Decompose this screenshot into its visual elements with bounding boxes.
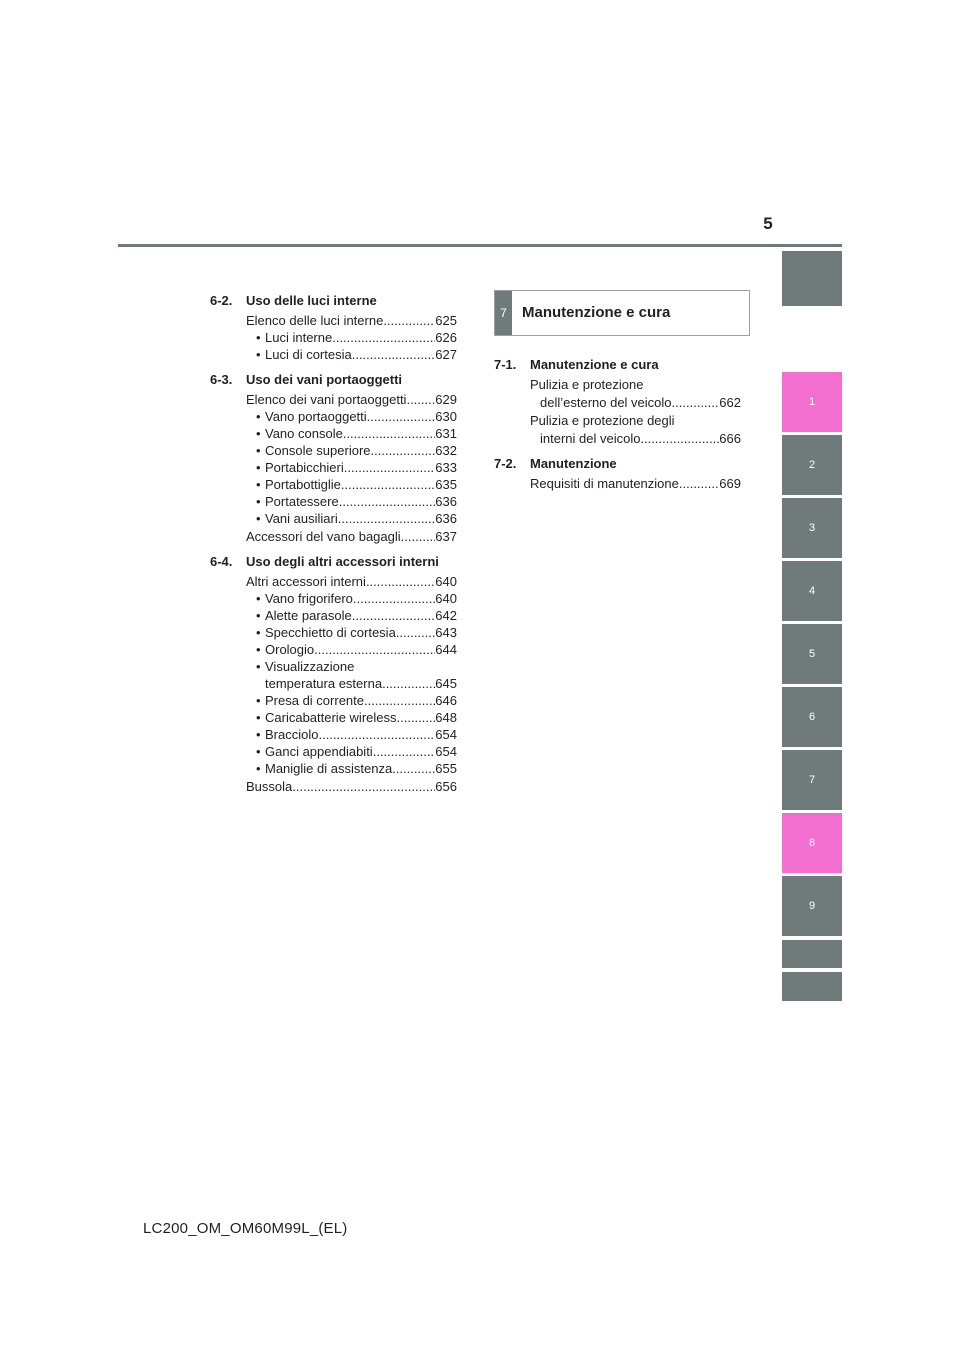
- toc-entry[interactable]: [210, 408, 457, 425]
- toc-entry[interactable]: [210, 391, 457, 408]
- entry-label: Bussola: [246, 779, 293, 794]
- entry-label: Luci interne: [265, 330, 333, 345]
- footer-document-code: LC200_OM_OM60M99L_(EL): [143, 1220, 348, 1237]
- bullet: •: [256, 591, 261, 606]
- section-gap: [494, 447, 741, 451]
- leader-dots: [314, 641, 435, 658]
- entry-label-continued: dell’esterno del veicolo: [540, 395, 672, 410]
- bullet: •: [256, 460, 261, 475]
- leader-dots: [672, 394, 720, 411]
- toc-entry[interactable]: [210, 476, 457, 493]
- entry-page-number: 669: [719, 476, 741, 491]
- leader-dots: [406, 391, 435, 408]
- toc-entry[interactable]: [494, 430, 741, 447]
- toc-section-heading: [210, 371, 457, 388]
- leader-dots: [332, 329, 435, 346]
- toc-entry[interactable]: [210, 641, 457, 658]
- chapter-tab-1[interactable]: 1: [782, 372, 842, 432]
- leader-dots: [366, 573, 435, 590]
- leader-dots: [401, 528, 436, 545]
- header-rule: [118, 244, 842, 247]
- entry-label-continued: interni del veicolo: [540, 431, 641, 446]
- toc-left-column: [210, 288, 457, 795]
- toc-entry[interactable]: [210, 510, 457, 527]
- chapter-tab-6[interactable]: 6: [782, 687, 842, 747]
- entry-page-number: 637: [435, 529, 457, 544]
- entry-page-number: 654: [435, 727, 457, 742]
- toc-entry[interactable]: [210, 329, 457, 346]
- bullet: •: [256, 330, 261, 345]
- entry-page-number: 632: [435, 443, 457, 458]
- entry-page-number: 666: [719, 431, 741, 446]
- entry-page-number: 643: [435, 625, 457, 640]
- chapter-tab-blank[interactable]: [782, 940, 842, 968]
- leader-dots: [341, 476, 435, 493]
- chapter-tab-3[interactable]: 3: [782, 498, 842, 558]
- toc-entry-first-line[interactable]: [494, 376, 741, 393]
- toc-entry-first-line[interactable]: [210, 658, 457, 675]
- toc-entry[interactable]: [210, 459, 457, 476]
- entry-page-number: 648: [435, 710, 457, 725]
- entry-label: Portabottiglie: [265, 477, 341, 492]
- leader-dots: [396, 624, 436, 641]
- toc-entry[interactable]: [494, 394, 741, 411]
- bullet: •: [256, 625, 261, 640]
- leader-dots: [383, 312, 435, 329]
- entry-page-number: 646: [435, 693, 457, 708]
- toc-entry[interactable]: [210, 675, 457, 692]
- chapter-tab-2[interactable]: 2: [782, 435, 842, 495]
- entry-label-continued: temperatura esterna: [265, 676, 383, 691]
- toc-section-heading: [210, 292, 457, 309]
- entry-page-number: 626: [435, 330, 457, 345]
- toc-entry[interactable]: [210, 743, 457, 760]
- toc-entry[interactable]: [210, 760, 457, 777]
- bullet: •: [256, 409, 261, 424]
- leader-dots: [382, 675, 435, 692]
- entry-label: Luci di cortesia: [265, 347, 352, 362]
- chapter-title: Manutenzione e cura: [522, 304, 671, 321]
- section-number: 7-2.: [494, 456, 517, 471]
- leader-dots: [343, 425, 435, 442]
- entry-label: Ganci appendiabiti: [265, 744, 373, 759]
- leader-dots: [352, 346, 436, 363]
- leader-dots: [338, 510, 436, 527]
- toc-entry[interactable]: [210, 692, 457, 709]
- entry-page-number: 656: [435, 779, 457, 794]
- leader-dots: [371, 442, 436, 459]
- toc-entry[interactable]: [210, 493, 457, 510]
- chapter-tab-4[interactable]: 4: [782, 561, 842, 621]
- leader-dots: [318, 726, 435, 743]
- toc-entry[interactable]: [210, 528, 457, 545]
- chapter-tab-8[interactable]: 8: [782, 813, 842, 873]
- entry-page-number: 629: [435, 392, 457, 407]
- entry-label: Bracciolo: [265, 727, 319, 742]
- bullet: •: [256, 710, 261, 725]
- toc-entry[interactable]: [210, 425, 457, 442]
- entry-label: Vano portaoggetti: [265, 409, 367, 424]
- toc-entry[interactable]: [210, 346, 457, 363]
- chapter-tab-blank[interactable]: [782, 972, 842, 1001]
- section-gap: [210, 545, 457, 549]
- toc-entry[interactable]: [210, 709, 457, 726]
- leader-dots: [339, 493, 436, 510]
- bullet: •: [256, 426, 261, 441]
- entry-label: Requisiti di manutenzione: [530, 476, 679, 491]
- entry-page-number: 625: [435, 313, 457, 328]
- toc-entry[interactable]: [210, 312, 457, 329]
- chapter-tab-9[interactable]: 9: [782, 876, 842, 936]
- section-gap: [210, 363, 457, 367]
- chapter-tab-blank[interactable]: [782, 251, 842, 306]
- bullet: •: [256, 347, 261, 362]
- entry-label: Pulizia e protezione degli: [530, 413, 675, 428]
- leader-dots: [292, 778, 435, 795]
- leader-dots: [373, 743, 436, 760]
- leader-dots: [353, 590, 435, 607]
- bullet: •: [256, 608, 261, 623]
- toc-entry[interactable]: [210, 590, 457, 607]
- entry-page-number: 627: [435, 347, 457, 362]
- entry-label: Portabicchieri: [265, 460, 344, 475]
- entry-page-number: 655: [435, 761, 457, 776]
- entry-label: Pulizia e protezione: [530, 377, 644, 392]
- entry-page-number: 645: [435, 676, 457, 691]
- toc-entry[interactable]: [210, 778, 457, 795]
- leader-dots: [364, 692, 435, 709]
- toc-entry[interactable]: [210, 573, 457, 590]
- bullet: •: [256, 659, 261, 674]
- section-number: 6-2.: [210, 293, 233, 308]
- toc-section-heading: [494, 356, 741, 373]
- chapter-tab-5[interactable]: 5: [782, 624, 842, 684]
- bullet: •: [256, 693, 261, 708]
- bullet: •: [256, 477, 261, 492]
- entry-label: Console superiore: [265, 443, 371, 458]
- entry-page-number: 662: [719, 395, 741, 410]
- entry-page-number: 631: [435, 426, 457, 441]
- entry-label: Specchietto di cortesia: [265, 625, 396, 640]
- bullet: •: [256, 511, 261, 526]
- entry-page-number: 633: [435, 460, 457, 475]
- toc-entry[interactable]: [210, 607, 457, 624]
- chapter-tab-number: 7: [495, 291, 512, 335]
- toc-entry[interactable]: [494, 475, 741, 492]
- entry-label: Maniglie di assistenza: [265, 761, 393, 776]
- entry-page-number: 644: [435, 642, 457, 657]
- entry-page-number: 636: [435, 494, 457, 509]
- section-title: Manutenzione e cura: [530, 357, 659, 372]
- entry-page-number: 640: [435, 591, 457, 606]
- section-title: Manutenzione: [530, 456, 617, 471]
- bullet: •: [256, 727, 261, 742]
- toc-section-heading: [494, 455, 741, 472]
- toc-entry-first-line[interactable]: [494, 412, 741, 429]
- toc-entry[interactable]: [210, 624, 457, 641]
- entry-label: Visualizzazione: [265, 659, 355, 674]
- toc-right-column: [494, 352, 741, 492]
- entry-label: Elenco dei vani portaoggetti: [246, 392, 407, 407]
- section-number: 6-3.: [210, 372, 233, 387]
- leader-dots: [679, 475, 719, 492]
- entry-label: Elenco delle luci interne: [246, 313, 384, 328]
- entry-label: Altri accessori interni: [246, 574, 366, 589]
- chapter-tab-7[interactable]: 7: [782, 750, 842, 810]
- entry-page-number: 636: [435, 511, 457, 526]
- leader-dots: [397, 709, 436, 726]
- leader-dots: [640, 430, 719, 447]
- entry-label: Vano console: [265, 426, 343, 441]
- section-number: 7-1.: [494, 357, 517, 372]
- section-title: Uso dei vani portaoggetti: [246, 372, 403, 387]
- page-number: 5: [763, 214, 773, 233]
- entry-label: Caricabatterie wireless: [265, 710, 397, 725]
- entry-label: Orologio: [265, 642, 315, 657]
- entry-page-number: 654: [435, 744, 457, 759]
- toc-entry[interactable]: [210, 442, 457, 459]
- entry-label: Accessori del vano bagagli: [246, 529, 401, 544]
- chapter-heading-box: [494, 290, 750, 336]
- section-title: Uso degli altri accessori interni: [246, 554, 439, 569]
- bullet: •: [256, 642, 261, 657]
- entry-label: Alette parasole: [265, 608, 352, 623]
- entry-label: Presa di corrente: [265, 693, 364, 708]
- entry-label: Vani ausiliari: [265, 511, 338, 526]
- toc-entry[interactable]: [210, 726, 457, 743]
- entry-page-number: 640: [435, 574, 457, 589]
- entry-page-number: 635: [435, 477, 457, 492]
- bullet: •: [256, 443, 261, 458]
- entry-page-number: 630: [435, 409, 457, 424]
- leader-dots: [392, 760, 435, 777]
- entry-page-number: 642: [435, 608, 457, 623]
- bullet: •: [256, 744, 261, 759]
- bullet: •: [256, 494, 261, 509]
- leader-dots: [367, 408, 436, 425]
- section-number: 6-4.: [210, 554, 233, 569]
- toc-section-heading: [210, 553, 457, 570]
- section-title: Uso delle luci interne: [246, 293, 377, 308]
- bullet: •: [256, 761, 261, 776]
- entry-label: Vano frigorifero: [265, 591, 353, 606]
- entry-label: Portatessere: [265, 494, 339, 509]
- leader-dots: [352, 607, 436, 624]
- leader-dots: [344, 459, 436, 476]
